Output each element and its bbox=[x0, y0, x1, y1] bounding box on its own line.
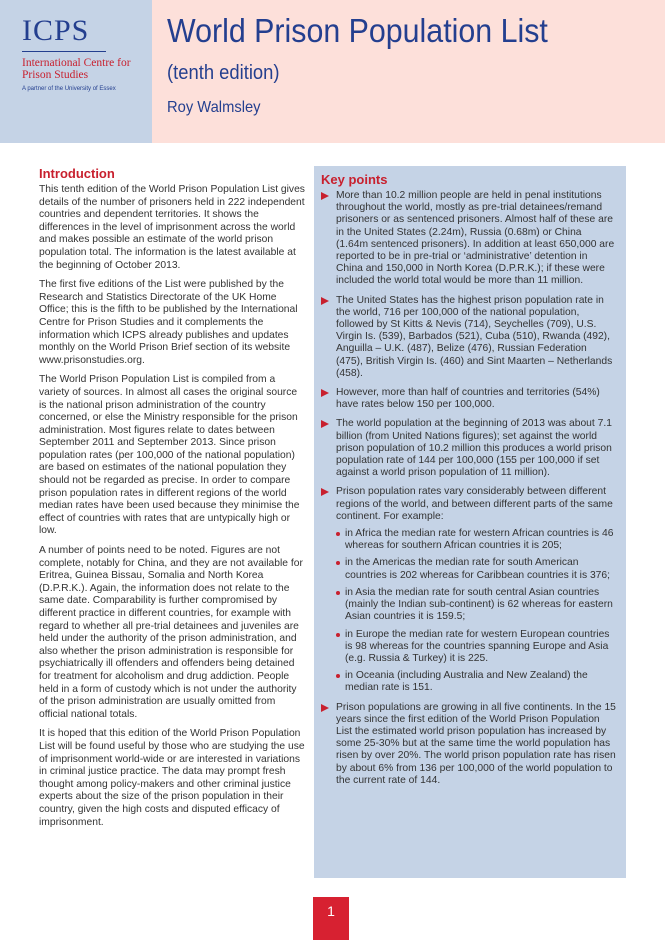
arrow-bullet-icon bbox=[321, 420, 329, 428]
key-point-text: More than 10.2 million people are held in penal institutions throughout the world, mostly as pre-trial detainees/remand prisoners or as sentenced prisoners. Almost half of these are in the United States (2.24m), Russia (0.68m) or China (1.64m sentenced prisoners). In addition at least 650,000 are reported to be in pre-trial or ‘administrative’ detention in China and 150,000 in North Korea (D.P.R.K.); if these were included the world total would be more than 11 million. bbox=[336, 190, 615, 287]
intro-paragraph: This tenth edition of the World Prison Population List gives details of the number of prisoners held in 222 independent countries and dependent territories. It shows the differences in the level of imprisonment across the world and makes possible an estimate of the world prison population total. The information is the latest available at the beginning of October 2013. bbox=[39, 184, 305, 271]
document-title: World Prison Population List bbox=[167, 12, 548, 49]
regional-example-text: in the Americas the median rate for south American countries is 202 whereas for Caribbean countries it is 376; bbox=[345, 557, 610, 581]
dot-bullet-icon bbox=[336, 591, 340, 595]
introduction-heading: Introduction bbox=[39, 166, 115, 181]
key-point-text: However, more than half of countries and territories (54%) have rates below 150 per 100,000. bbox=[336, 387, 600, 411]
key-point bbox=[321, 387, 616, 411]
regional-example bbox=[336, 587, 616, 624]
regional-example-text: in Africa the median rate for western African countries is 46 whereas for southern African countries it is 205; bbox=[345, 528, 614, 552]
intro-paragraph: The World Prison Population List is compiled from a variety of sources. In almost all cases the original source is the national prison administration of the country concerned, or else the Ministry responsible for the prison administration. Most figures relate to dates between September 2011 and September 2013. Since prison population rates (per 100,000 of the national population) are based on estimates of the national population they should not be regarded as precise. In order to compare prison population rates in different regions of the world median rates have been used because they minimise the effect of countries with rates that are untypically high or low. bbox=[39, 374, 300, 537]
regional-example bbox=[336, 528, 616, 552]
regional-example-text: in Oceania (including Australia and New Zealand) the median rate is 151. bbox=[345, 670, 588, 694]
dot-bullet-icon bbox=[336, 532, 340, 536]
key-points-heading: Key points bbox=[321, 172, 388, 187]
arrow-bullet-icon bbox=[321, 488, 329, 496]
intro-paragraph: It is hoped that this edition of the World Prison Population List will be found useful by those who are studying the use of imprisonment world-wide or are interested in variations in criminal justice practice. The data may prompt fresh thought among policy-makers and other criminal justice experts about the size of the prison population in their country, given the high costs and disputed efficacy of imprisonment. bbox=[39, 728, 305, 828]
page-header bbox=[0, 0, 665, 143]
key-points-list bbox=[321, 190, 616, 787]
key-point-text: Prison population rates vary considerably between different regions of the world, and between different parts of the same continent. For example: bbox=[336, 486, 613, 522]
organization-name: International Centre for Prison Studies bbox=[22, 57, 131, 81]
author-name: Roy Walmsley bbox=[167, 99, 261, 116]
regional-example bbox=[336, 629, 616, 666]
dot-bullet-icon bbox=[336, 633, 340, 637]
regional-example bbox=[336, 670, 616, 694]
arrow-bullet-icon bbox=[321, 297, 329, 305]
key-point bbox=[321, 295, 616, 380]
dot-bullet-icon bbox=[336, 674, 340, 678]
partner-note: A partner of the University of Essex bbox=[22, 86, 116, 92]
introduction-section bbox=[39, 166, 305, 836]
key-point bbox=[321, 702, 616, 787]
intro-paragraph: A number of points need to be noted. Figures are not complete, notably for China, and they are not available for Eritrea, Guinea Bissau, Somalia and North Korea (D.P.R.K.). Again, the information does not relate to the same date. Comparability is further compromised by different practice in different countries, for example with regard to whether all pre-trial detainees and juveniles are held under the authority of the prison administration, and also whether the prison administration is responsible for psychiatrically ill offenders and offenders being detained for treatment for alcoholism and drug addiction. People held in a form of custody which is not under the authority of the prison administration are usually omitted from official national totals. bbox=[39, 545, 303, 720]
key-point bbox=[321, 190, 616, 288]
regional-examples-list bbox=[336, 528, 616, 694]
page-number: 1 bbox=[313, 897, 349, 940]
arrow-bullet-icon bbox=[321, 704, 329, 712]
logo-underline bbox=[22, 51, 106, 52]
icps-logo: ICPS bbox=[22, 14, 90, 47]
key-point-text: The United States has the highest prison population rate in the world, 716 per 100,000 of the national population, followed by St Kitts & Nevis (714), Seychelles (709), U.S. Virgin Is. (539), Barbados (521), Cuba (510), Rwanda (492), Anguilla – U.K. (487), Belize (476), Russian Federation (475), British Virgin Is. (460) and Sint Maarten – Netherlands (458). bbox=[336, 294, 613, 379]
logo-panel bbox=[0, 0, 152, 143]
intro-paragraph: The first five editions of the List were published by the Research and Statistics Directorate of the UK Home Office; this is the fifth to be published by the International Centre for Prison Studies and it complements the information which ICPS already publishes and updates monthly on the World Prison Brief section of its website www.prisonstudies.org. bbox=[39, 279, 298, 366]
key-point bbox=[321, 486, 616, 694]
edition-subtitle: (tenth edition) bbox=[167, 62, 280, 84]
key-point-text: Prison populations are growing in all five continents. In the 15 years since the first edition of the World Prison Population List the estimated world prison population has increased by some 25-30% but at the same time the world population has risen by over 20%. The world prison population rate has risen by about 6% from 136 per 100,000 of the world population to the current rate of 144. bbox=[336, 701, 616, 786]
key-points-panel bbox=[314, 166, 626, 878]
regional-example-text: in Europe the median rate for western European countries is 98 whereas for the countries spanning Europe and Asia (e.g. Russia & Turkey) it is 225. bbox=[345, 628, 610, 664]
key-point bbox=[321, 418, 616, 479]
regional-example bbox=[336, 557, 616, 581]
key-point-text: The world population at the beginning of 2013 was about 7.1 billion (from United Nations figures); set against the world prison population of 10.2 million this produces a world prison population rate of 144 per 100,000 (155 per 100,000 if set against a world prison population of 11 million). bbox=[336, 418, 612, 479]
regional-example-text: in Asia the median rate for south central Asian countries (mainly the Indian sub-continent) is 62 whereas for eastern Asian countries it is 159.5; bbox=[345, 586, 613, 623]
arrow-bullet-icon bbox=[321, 389, 329, 397]
arrow-bullet-icon bbox=[321, 192, 329, 200]
dot-bullet-icon bbox=[336, 561, 340, 565]
